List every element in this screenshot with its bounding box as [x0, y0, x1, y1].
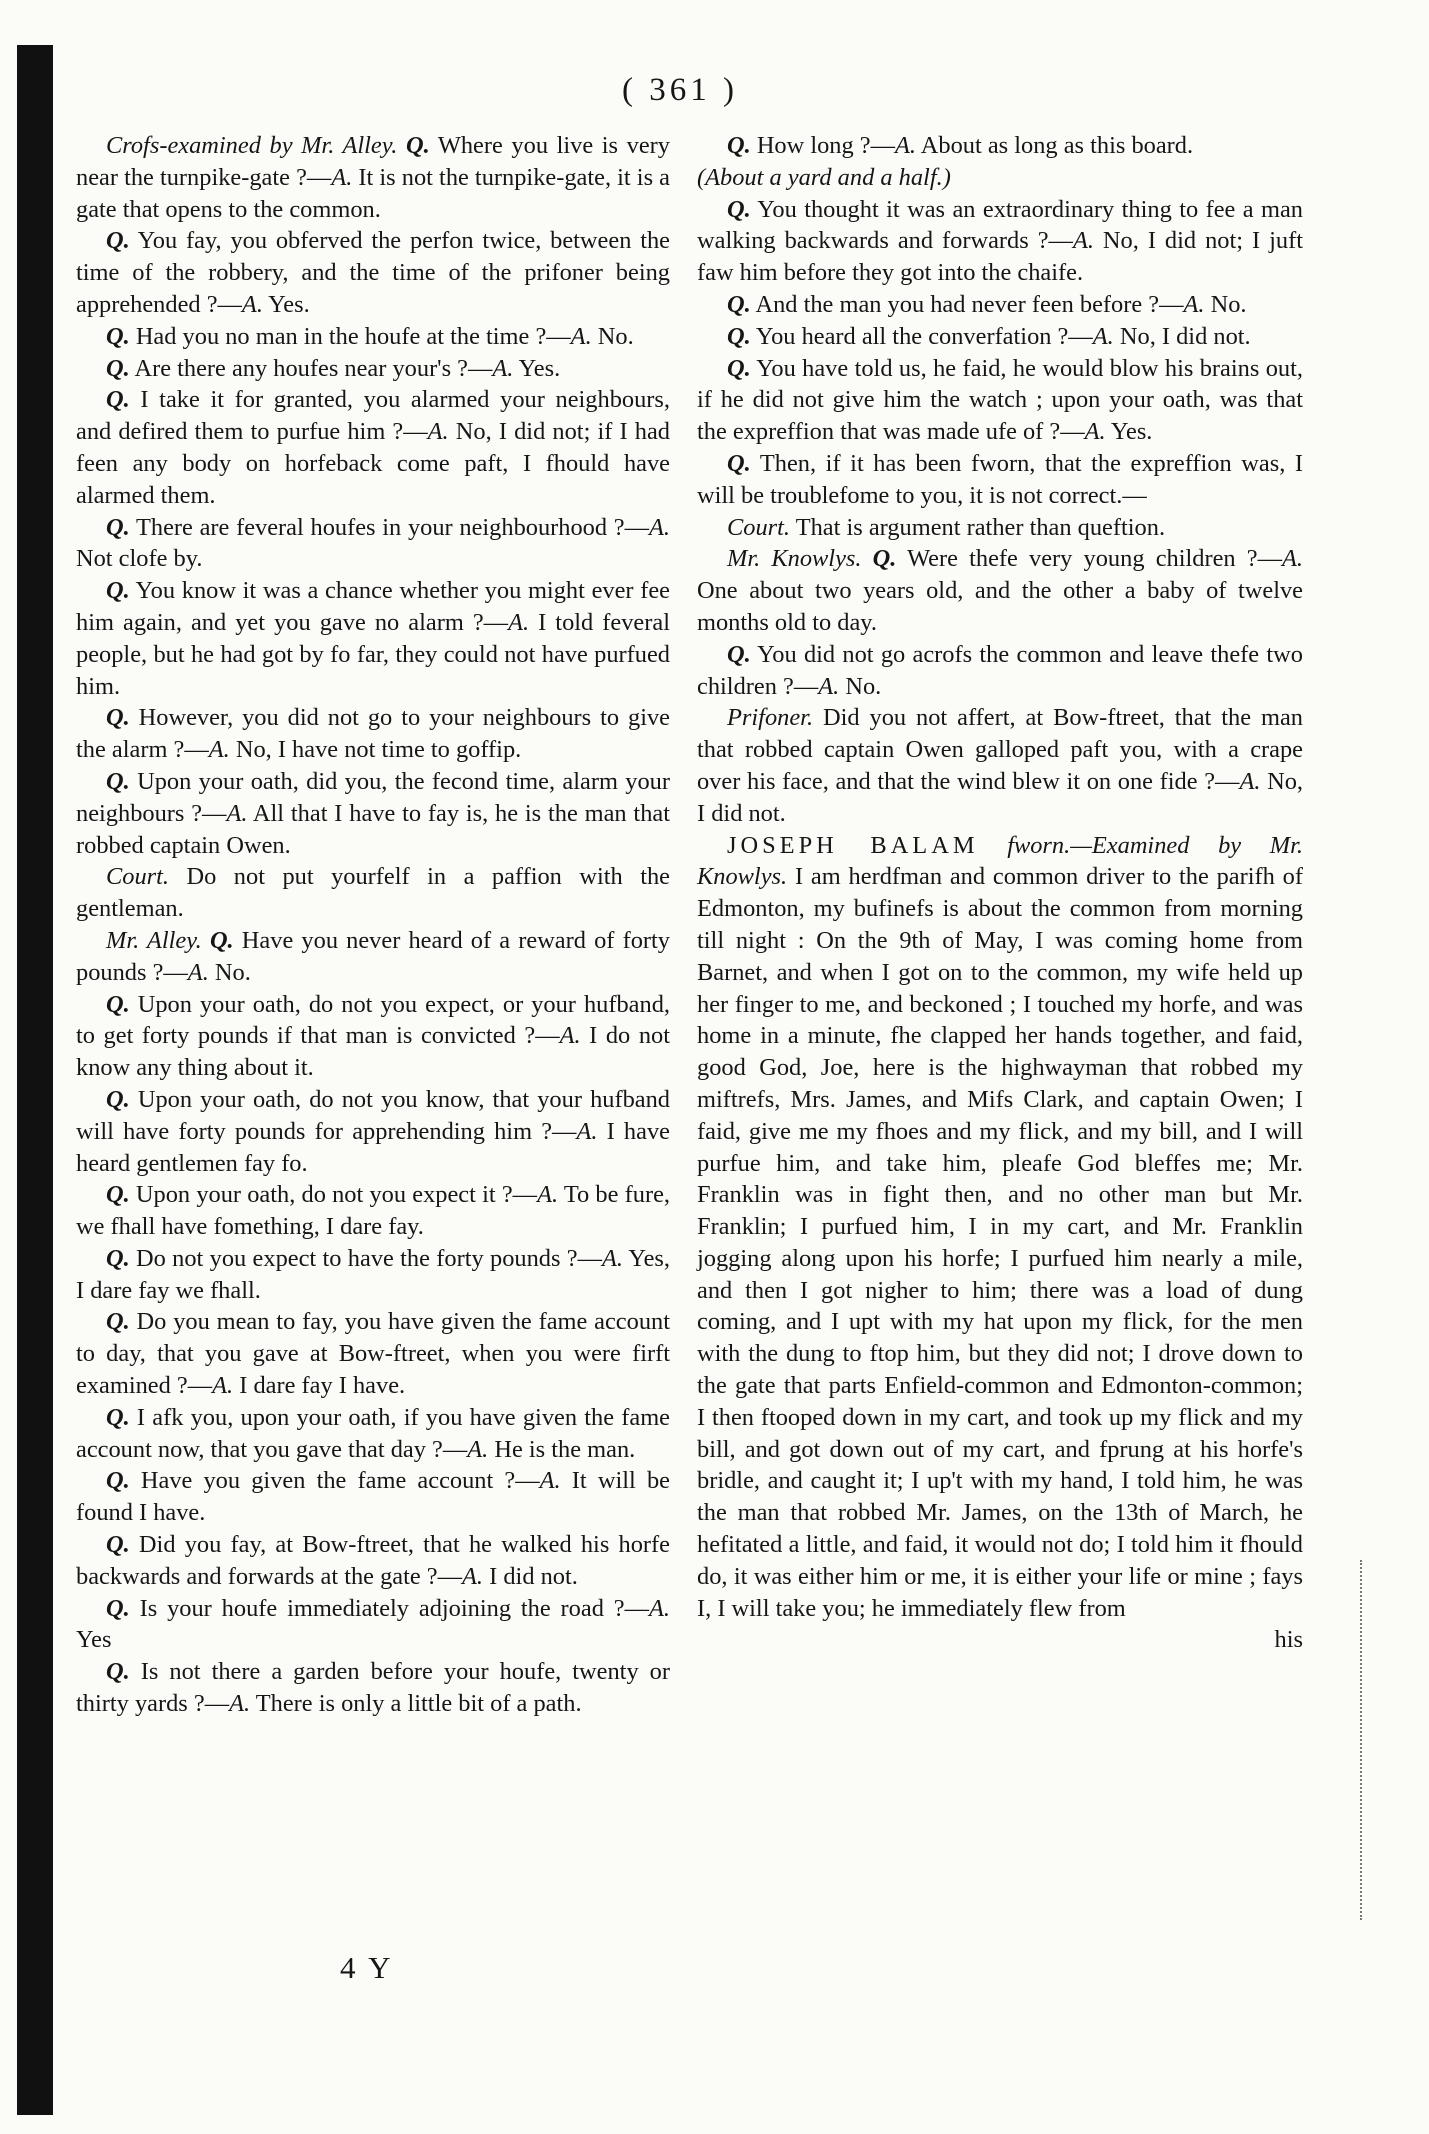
question-text: Upon your oath, do not you expect it ?—	[129, 1181, 538, 1209]
question-text: I am herdfman and common driver to the parifh of Edmonton, my bufinefs is about the common from morning till night : On the 9th of May, I was coming home from Barnet, and when I got on to the common, my wife held up her finger to me, and beckoned ; I touched my horfe, and was home in a minute, fhe clapped her hands together, and faid, good God, Joe, here is the highwayman that robbed my miftrefs, Mrs. James, and Mifs Clark, and captain Owen; I faid, give me my fhoes and my flick, and my bill, and I will purfue him, and take him, pleafe God bleffes me; Mr. Franklin was in fight then, and no other man but Mr. Franklin; I purfued him, I in my cart, and Mr. Franklin jogging along upon his horfe; I purfued him nearly a mile, and then I got nigher to him; there was a load of dung coming, and I upt with my hat upon my flick, for the men with the dung to ftop him, but they did not; I drove down to the gate that parts Enfield-common and Edmonton-common; I then ftooped down in my cart, and took up my flick and my bill, and got down out of my cart, and fprung at his horfe's bridle, and caught it; I up't with my hand, I told him, he was the man that robbed Mr. James, on the 13th of March, he hefitated a little, and faid, it would not do; I told him it fhould do, it was either him or me, it is either your life or mine ; fays I, I will take you; he immediately flew from	[697, 863, 1303, 1622]
speaker-label: Court.	[106, 863, 170, 891]
answer-text: No, I have not time to goffip.	[229, 736, 522, 764]
question-text: You did not go acrofs the common and leave thefe two children ?—	[697, 640, 1303, 700]
question-mark: Q.	[106, 322, 130, 350]
question-text: That is argument rather than queftion.	[790, 513, 1166, 541]
question-mark: Q.	[727, 449, 751, 477]
speaker-label: Mr. Knowlys.	[727, 545, 862, 573]
question-mark: Q.	[106, 1403, 130, 1431]
dialogue-paragraph	[76, 1084, 670, 1179]
answer-text: Yes.	[513, 354, 561, 382]
answer-mark: A.	[1282, 545, 1303, 573]
dialogue-paragraph	[76, 766, 670, 861]
question-text: You heard all the converfation ?—	[750, 322, 1093, 350]
question-text: And the man you had never feen before ?—	[750, 290, 1184, 318]
question-text: Do not you expect to have the forty pounds ?—	[129, 1244, 602, 1272]
answer-text: No, I did not; if I had feen any body on horfeback come paft, I fhould have alarmed them.	[76, 418, 670, 509]
dialogue-paragraph	[76, 575, 670, 702]
question-mark: Q.	[727, 132, 751, 159]
question-text: You have told us, he faid, he would blow his brains out, if he did not give him the watch ; upon your oath, was that the expreffion that was made ufe of ?—	[697, 354, 1303, 446]
answer-mark: A.	[1239, 767, 1261, 795]
page-spine	[17, 45, 53, 2115]
question-mark: Q.	[106, 1085, 130, 1113]
question-text: Do not put yourfelf in a paffion with the gentleman.	[76, 863, 670, 923]
answer-mark: A.	[492, 354, 514, 382]
answer-text: No.	[839, 672, 882, 700]
stage-note: (About a yard and a half.)	[697, 163, 951, 191]
answer-mark: A.	[649, 513, 670, 541]
answer-mark: A.	[241, 290, 263, 318]
question-text: Have you given the fame account ?—	[129, 1467, 540, 1495]
answer-text: No.	[591, 322, 634, 350]
answer-mark: A.	[649, 1594, 670, 1622]
dialogue-paragraph	[76, 989, 670, 1084]
speaker-label: Court.	[727, 513, 791, 541]
dialogue-paragraph	[76, 1656, 670, 1720]
answer-text: No, I did not; I juft faw him before they got into the chaife.	[697, 227, 1303, 287]
question-text: Where you live is very near the turnpike-gate ?—	[76, 132, 670, 191]
speaker-label: Crofs-examined by Mr. Alley.	[106, 132, 398, 159]
question-mark: Q.	[727, 354, 751, 382]
question-text: There are feveral houfes in your neighbourhood ?—	[129, 513, 649, 541]
question-text: I take it for granted, you alarmed your neighbours, and defired them to purfue him ?—	[76, 386, 670, 446]
question-text: Then, if it has been fworn, that the expreffion was, I will be troublefome to you, it is not correct.—	[697, 449, 1303, 509]
dialogue-paragraph	[76, 1243, 670, 1307]
answer-text: Not clofe by.	[76, 545, 203, 573]
margin-marks	[1360, 1560, 1376, 1920]
answer-mark: A.	[331, 163, 353, 191]
answer-text: Yes.	[1105, 418, 1153, 446]
question-text: You fay, you obferved the perfon twice, between the time of the robbery, and the time of the prifoner being apprehended ?—	[76, 227, 670, 318]
answer-text: No, I did not.	[697, 767, 1303, 827]
answer-mark: A.	[818, 672, 840, 700]
answer-text: I dare fay I have.	[233, 1372, 406, 1400]
question-mark: Q.	[106, 386, 130, 414]
dialogue-paragraph	[697, 830, 1303, 1625]
question-text: I afk you, upon your oath, if you have given the fame account now, that you gave that day ?—	[76, 1403, 670, 1463]
speaker-label: Mr. Alley.	[106, 926, 202, 954]
question-mark: Q.	[106, 227, 130, 255]
answer-text: All that I have to fay is, he is the man that robbed captain Owen.	[76, 799, 671, 859]
dialogue-paragraph	[76, 1465, 670, 1529]
question-text: Upon your oath, do not you expect, or your hufband, to get forty pounds if that man is convicted ?—	[76, 990, 670, 1050]
answer-text: Yes, I dare fay we fhall.	[76, 1244, 670, 1304]
question-text: Do you mean to fay, you have given the fame account to day, that you gave at Bow-ftreet, when you were firft examined ?—	[76, 1308, 670, 1400]
question-text: Did you not affert, at Bow-ftreet, that the man that robbed captain Owen galloped paft you, with a crape over his face, and that the wind blew it on one fide ?—	[697, 704, 1303, 795]
dialogue-paragraph	[76, 1179, 670, 1243]
question-text: Upon your oath, did you, the fecond time, alarm your neighbours ?—	[76, 767, 670, 827]
dialogue-paragraph	[697, 321, 1303, 353]
answer-mark: A.	[212, 1372, 234, 1400]
dialogue-paragraph	[76, 321, 670, 353]
question-mark: Q.	[209, 926, 234, 954]
answer-text: I do not know any thing about it.	[76, 1022, 670, 1082]
dialogue-paragraph	[76, 1306, 670, 1401]
question-mark: Q.	[106, 1308, 130, 1336]
dialogue-paragraph	[697, 702, 1303, 829]
answer-mark: A.	[602, 1244, 623, 1272]
answer-text: One about two years old, and the other a baby of twelve months old to day.	[697, 577, 1303, 636]
answer-text: About as long as this board.	[916, 132, 1194, 159]
answer-mark: A.	[576, 1117, 598, 1145]
dialogue-paragraph	[697, 353, 1303, 448]
dialogue-paragraph	[76, 861, 670, 925]
dialogue-paragraph	[76, 1593, 670, 1657]
answer-mark: A.	[537, 1181, 559, 1209]
question-mark: Q.	[106, 1181, 130, 1209]
question-mark: Q.	[106, 990, 130, 1018]
answer-mark: A.	[895, 132, 917, 159]
question-text: However, you did not go to your neighbours to give the alarm ?—	[76, 704, 670, 764]
question-mark: Q.	[106, 1244, 130, 1272]
witness-sworn: fworn.—Examined by Mr. Knowlys.	[697, 831, 1303, 891]
dialogue-paragraph	[697, 130, 1303, 162]
answer-mark: A.	[1183, 290, 1205, 318]
answer-mark: A.	[229, 1690, 251, 1718]
answer-text: He is the man.	[488, 1435, 636, 1463]
dialogue-paragraph	[76, 925, 670, 989]
dialogue-paragraph	[76, 1529, 670, 1593]
answer-mark: A.	[1084, 418, 1106, 446]
question-text: Have you never heard of a reward of forty pounds ?—	[76, 926, 670, 986]
dialogue-paragraph	[76, 512, 670, 576]
page-number: ( 361 )	[622, 72, 738, 108]
answer-mark: A.	[226, 799, 248, 827]
dialogue-paragraph	[697, 289, 1303, 321]
question-text: Is your houfe immediately adjoining the road ?—	[129, 1594, 649, 1622]
dialogue-paragraph	[76, 702, 670, 766]
answer-mark: A.	[1072, 227, 1094, 255]
answer-mark: A.	[427, 418, 449, 446]
question-mark: Q.	[727, 322, 751, 350]
answer-mark: A.	[539, 1467, 561, 1495]
question-mark: Q.	[405, 132, 430, 159]
answer-mark: A.	[208, 736, 230, 764]
answer-mark: A.	[467, 1435, 489, 1463]
dialogue-paragraph	[697, 512, 1303, 544]
witness-name: JOSEPH BALAM	[727, 831, 979, 859]
answer-text: There is only a little bit of a path.	[250, 1690, 582, 1718]
answer-text: No.	[208, 958, 251, 986]
question-mark: Q.	[106, 1531, 130, 1559]
question-text: How long ?—	[750, 132, 896, 159]
question-mark: Q.	[727, 640, 751, 668]
answer-text: I have heard gentlemen fay fo.	[76, 1117, 670, 1177]
question-text: Upon your oath, do not you know, that your hufband will have forty pounds for apprehending him ?—	[76, 1085, 670, 1145]
answer-text: To be fure, we fhall have fomething, I dare fay.	[76, 1181, 670, 1241]
question-mark: Q.	[106, 577, 130, 605]
question-mark: Q.	[106, 354, 130, 382]
question-mark: Q.	[727, 195, 751, 223]
answer-mark: A.	[559, 1022, 581, 1050]
answer-mark: A.	[570, 322, 592, 350]
answer-text: No, I did not.	[1113, 322, 1251, 350]
right-column	[697, 130, 1303, 1656]
question-text: Is not there a garden before your houfe, twenty or thirty yards ?—	[76, 1658, 670, 1718]
question-mark: Q.	[106, 767, 130, 795]
dialogue-paragraph	[697, 639, 1303, 703]
answer-text: No.	[1204, 290, 1247, 318]
answer-text: Yes	[76, 1626, 112, 1654]
question-mark: Q.	[106, 513, 130, 541]
question-text: Were thefe very young children ?—	[896, 545, 1282, 573]
question-mark: Q.	[872, 545, 897, 573]
answer-mark: A.	[508, 608, 530, 636]
dialogue-paragraph	[76, 384, 670, 511]
catchword: his	[1274, 1626, 1303, 1654]
answer-text: It will be found I have.	[76, 1467, 670, 1527]
question-text: Are there any houfes near your's ?—	[129, 354, 493, 382]
question-text: You know it was a chance whether you might ever fee him again, and yet you gave no alarm ?—	[76, 577, 670, 636]
speaker-label: Prifoner.	[727, 704, 814, 732]
answer-mark: A.	[1092, 322, 1114, 350]
question-mark: Q.	[106, 704, 130, 732]
question-mark: Q.	[106, 1467, 130, 1495]
question-mark: Q.	[106, 1658, 130, 1686]
question-mark: Q.	[106, 1594, 130, 1622]
dialogue-paragraph	[76, 1402, 670, 1466]
left-column	[76, 130, 670, 1720]
dialogue-paragraph	[76, 225, 670, 320]
dialogue-paragraph	[76, 130, 670, 225]
answer-text: It is not the turnpike-gate, it is a gate that opens to the common.	[76, 163, 670, 223]
dialogue-paragraph	[697, 543, 1303, 638]
signature-mark: 4 Y	[340, 1950, 394, 1985]
answer-text: I told feveral people, but he had got by fo far, they could not have purfued him.	[76, 608, 670, 700]
answer-text: Yes.	[262, 290, 310, 318]
dialogue-paragraph	[76, 353, 670, 385]
dialogue-paragraph	[697, 194, 1303, 289]
question-text: Had you no man in the houfe at the time ?—	[129, 322, 571, 350]
question-text: Did you fay, at Bow-ftreet, that he walked his horfe backwards and forwards at the gate ?—	[76, 1531, 670, 1590]
question-text: You thought it was an extraordinary thing to fee a man walking backwards and forwards ?—	[697, 195, 1303, 255]
answer-mark: A.	[462, 1562, 484, 1590]
question-mark: Q.	[727, 290, 751, 318]
answer-mark: A.	[187, 958, 209, 986]
answer-text: I did not.	[483, 1562, 578, 1590]
dialogue-paragraph	[697, 448, 1303, 512]
